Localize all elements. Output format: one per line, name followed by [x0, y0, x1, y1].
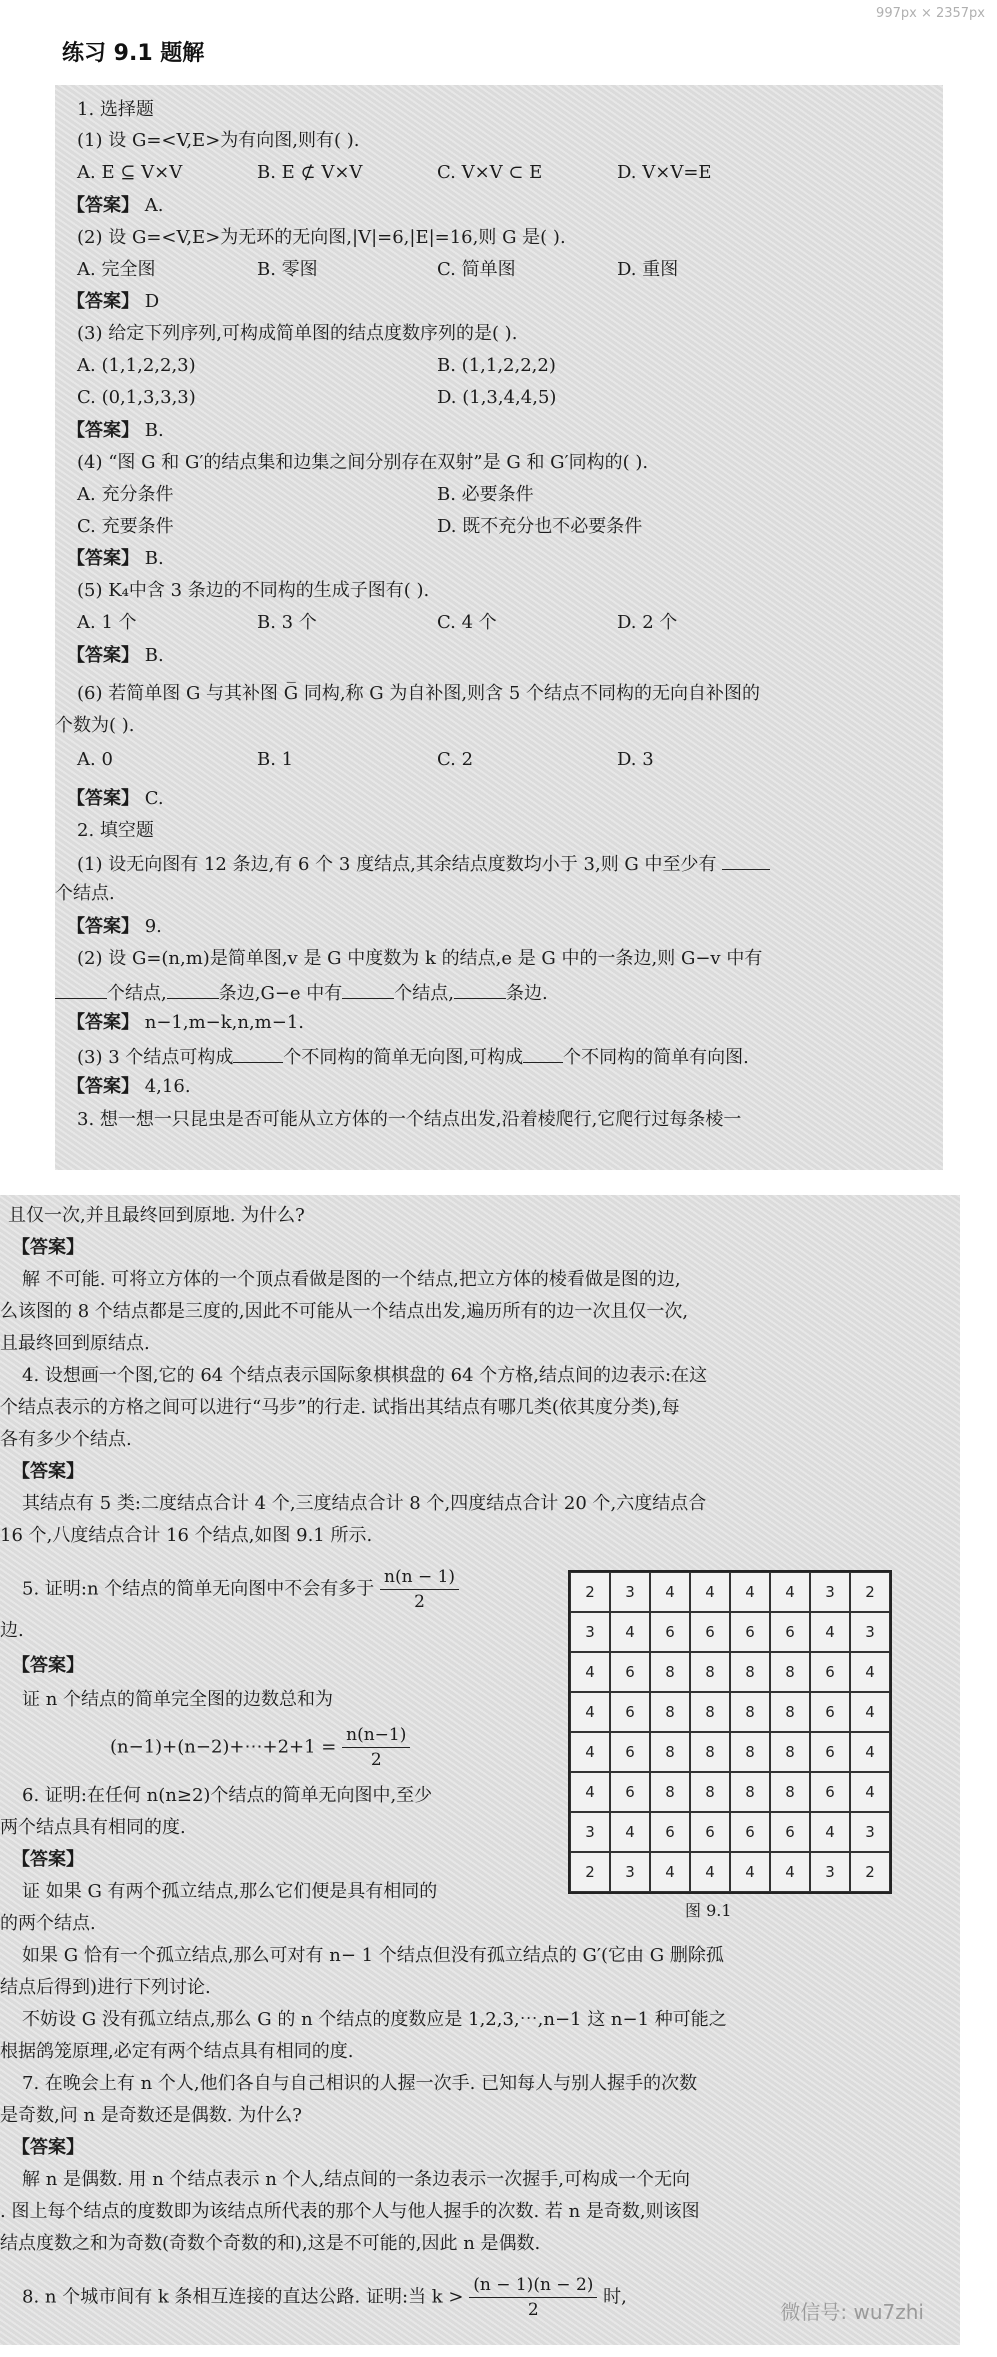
q4-opt-b: B. 必要条件: [437, 484, 534, 505]
q6-opt-a: A. 0: [77, 749, 113, 770]
p2-line-4: 么该图的 8 个结点都是三度的,因此不可能从一个结点出发,遍历所有的边一次且仅一次,: [0, 1301, 689, 1322]
p2-line-29: 解 n 是偶数. 用 n 个结点表示 n 个人,结点间的一条边表示一次握手,可构成一个无向: [22, 2169, 690, 2190]
fraction-city-bound: $\frac{(n - 1)(n - 2)}{2}$: [469, 2273, 597, 2322]
q3-opt-a: A. (1,1,2,2,3): [77, 355, 196, 376]
grid-cell: 6: [810, 1772, 850, 1812]
p2-line-20: 证 如果 G 有两个孤立结点,那么它们便是具有相同的: [22, 1881, 438, 1902]
grid-cell: 2: [850, 1852, 890, 1892]
q2-opt-a: A. 完全图: [77, 259, 156, 280]
grid-cell: 8: [730, 1692, 770, 1732]
grid-cell: 4: [810, 1812, 850, 1852]
p2-answer-label-4: 【答案】: [12, 1849, 84, 1870]
p2-line-7: 个结点表示的方格之间可以进行“马步”的行走. 试指出其结点有哪几类(依其度分类),每: [0, 1397, 680, 1418]
section-choice-title: 1. 选择题: [77, 99, 154, 120]
grid-cell: 3: [570, 1612, 610, 1652]
p2-line-30: . 图上每个结点的度数即为该结点所代表的那个人与他人握手的次数. 若 n 是奇数,则该图: [0, 2201, 700, 2222]
image-size-label: 997px × 2357px: [876, 6, 985, 21]
q5-opt-c: C. 4 个: [437, 612, 497, 633]
p2-line-31: 结点度数之和为奇数(奇数个奇数的和),这是不可能的,因此 n 是偶数.: [0, 2233, 541, 2254]
p2-line-25: 根据鸽笼原理,必定有两个结点具有相同的度.: [0, 2041, 354, 2062]
q5-answer: 【答案】 B.: [67, 645, 164, 666]
grid-cell: 4: [850, 1652, 890, 1692]
p2-line-1: 且仅一次,并且最终回到原地. 为什么?: [8, 1205, 305, 1226]
grid-cell: 6: [810, 1732, 850, 1772]
p2-line-3: 解 不可能. 可将立方体的一个顶点看做是图的一个结点,把立方体的棱看做是图的边,: [22, 1269, 681, 1290]
grid-cell: 6: [610, 1692, 650, 1732]
p2-line-24: 不妨设 G 没有孤立结点,那么 G 的 n 个结点的度数应是 1,2,3,⋯,n−1 这 n−1 种可能之: [22, 2009, 727, 2030]
p2-line-16: (n−1)+(n−2)+⋯+2+1 = $\frac{n(n-1)}{2}$: [110, 1723, 410, 1772]
grid-cell: 3: [810, 1572, 850, 1612]
grid-cell: 2: [570, 1852, 610, 1892]
grid-cell: 6: [730, 1612, 770, 1652]
grid-cell: 3: [570, 1812, 610, 1852]
p2-line-10: 其结点有 5 类:二度结点合计 4 个,三度结点合计 8 个,四度结点合计 20 个,六度结点合: [22, 1493, 707, 1514]
page-title: 练习 9.1 题解: [62, 41, 205, 66]
p2-answer-label-5: 【答案】: [12, 2137, 84, 2158]
f2-answer: 【答案】 n−1,m−k,n,m−1.: [67, 1012, 305, 1033]
grid-cell: 6: [610, 1652, 650, 1692]
f1-answer: 【答案】 9.: [67, 916, 162, 937]
q6-opt-c: C. 2: [437, 749, 474, 770]
p2-line-5: 且最终回到原结点.: [0, 1333, 150, 1354]
grid-cell: 3: [850, 1812, 890, 1852]
grid-cell: 4: [610, 1812, 650, 1852]
grid-cell: 6: [690, 1612, 730, 1652]
q3-opt-c: C. (0,1,3,3,3): [77, 387, 196, 408]
q6-opt-b: B. 1: [257, 749, 294, 770]
q3-stem: (3) 给定下列序列,可构成简单图的结点度数序列的是( ).: [77, 323, 518, 344]
q3-opt-d: D. (1,3,4,4,5): [437, 387, 557, 408]
grid-cell: 8: [690, 1652, 730, 1692]
figure-caption: 图 9.1: [685, 1901, 732, 1920]
p2-line-12: 5. 证明:n 个结点的简单无向图中不会有多于 $\frac{n(n - 1)}{2}$: [22, 1565, 459, 1614]
q1-opt-b: B. E ⊄ V×V: [257, 162, 363, 183]
grid-cell: 6: [770, 1812, 810, 1852]
q4-opt-a: A. 充分条件: [77, 484, 174, 505]
grid-cell: 8: [770, 1732, 810, 1772]
grid-cell: 6: [810, 1692, 850, 1732]
q2-stem: (2) 设 G=<V,E>为无环的无向图,|V|=6,|E|=16,则 G 是( ).: [77, 227, 566, 248]
grid-cell: 6: [650, 1812, 690, 1852]
p2-answer-label-2: 【答案】: [12, 1461, 84, 1482]
fraction-edge-sum: $\frac{n(n-1)}{2}$: [342, 1723, 410, 1772]
q2-opt-d: D. 重图: [617, 259, 679, 280]
grid-cell: 4: [690, 1852, 730, 1892]
scan-page-2: [0, 1195, 960, 2345]
grid-cell: 2: [850, 1572, 890, 1612]
grid-cell: 4: [730, 1852, 770, 1892]
grid-cell: 8: [770, 1652, 810, 1692]
section-fill-title: 2. 填空题: [77, 820, 154, 841]
q2-opt-c: C. 简单图: [437, 259, 516, 280]
grid-cell: 8: [770, 1692, 810, 1732]
grid-cell: 4: [770, 1852, 810, 1892]
q6-opt-d: D. 3: [617, 749, 654, 770]
grid-cell: 6: [730, 1812, 770, 1852]
grid-cell: 6: [810, 1652, 850, 1692]
q6-answer: 【答案】 C.: [67, 788, 164, 809]
p2-line-22: 如果 G 恰有一个孤立结点,那么可对有 n− 1 个结点但没有孤立结点的 G′(它由 G 删除孤: [22, 1945, 724, 1966]
q4-opt-d: D. 既不充分也不必要条件: [437, 516, 643, 537]
chessboard-degree-grid: [568, 1570, 892, 1894]
q6-stem-line2: 个数为( ).: [55, 715, 135, 736]
p2-line-13: 边.: [0, 1620, 24, 1641]
grid-cell: 6: [610, 1732, 650, 1772]
p2-line-26: 7. 在晚会上有 n 个人,他们各自与自己相识的人握一次手. 已知每人与别人握手的次数: [22, 2073, 698, 2094]
q4-answer: 【答案】 B.: [67, 548, 164, 569]
scan-page-1: [55, 85, 943, 1170]
grid-cell: 8: [650, 1732, 690, 1772]
p2-answer-label-3: 【答案】: [12, 1655, 84, 1676]
p2-line-27: 是奇数,问 n 是奇数还是偶数. 为什么?: [0, 2105, 302, 2126]
grid-cell: 6: [770, 1612, 810, 1652]
f1-stem-line1: (1) 设无向图有 12 条边,有 6 个 3 度结点,其余结点度数均小于 3,则 G 中至少有: [77, 851, 770, 876]
fraction-max-edges: $\frac{n(n - 1)}{2}$: [380, 1565, 459, 1614]
p2-line-8: 各有多少个结点.: [0, 1429, 132, 1450]
q6-stem-line1: (6) 若简单图 G 与其补图 G̅ 同构,称 G 为自补图,则含 5 个结点不同构的无向自补图的: [77, 683, 761, 704]
grid-cell: 3: [810, 1852, 850, 1892]
grid-cell: 4: [690, 1572, 730, 1612]
p2-line-6: 4. 设想画一个图,它的 64 个结点表示国际象棋棋盘的 64 个方格,结点间的边表示:在这: [22, 1365, 708, 1386]
q5-opt-b: B. 3 个: [257, 612, 317, 633]
q3-opt-b: B. (1,1,2,2,2): [437, 355, 556, 376]
grid-cell: 4: [570, 1772, 610, 1812]
q1-stem: (1) 设 G=<V,E>为有向图,则有( ).: [77, 130, 360, 151]
q1-opt-a: A. E ⊆ V×V: [77, 162, 183, 183]
grid-cell: 6: [650, 1612, 690, 1652]
grid-cell: 4: [770, 1572, 810, 1612]
grid-cell: 4: [570, 1652, 610, 1692]
grid-cell: 3: [610, 1852, 650, 1892]
grid-cell: 4: [730, 1572, 770, 1612]
grid-cell: 3: [850, 1612, 890, 1652]
grid-cell: 4: [650, 1572, 690, 1612]
grid-cell: 8: [650, 1652, 690, 1692]
q2-opt-b: B. 零图: [257, 259, 318, 280]
p2-line-15: 证 n 个结点的简单完全图的边数总和为: [22, 1689, 334, 1710]
p2-line-32: 8. n 个城市间有 k 条相互连接的直达公路. 证明:当 k > $\frac{(n - 1)(n - 2)}{2}$ 时,: [22, 2275, 627, 2320]
grid-cell: 8: [730, 1772, 770, 1812]
q2-answer: 【答案】 D: [67, 291, 160, 312]
grid-cell: 8: [770, 1772, 810, 1812]
grid-cell: 4: [810, 1612, 850, 1652]
q5-opt-a: A. 1 个: [77, 612, 137, 633]
q3-answer: 【答案】 B.: [67, 420, 164, 441]
f2-stem-line2: 个结点, 条边,G−e 中有 个结点, 条边.: [55, 980, 548, 1005]
p2-line-17: 6. 证明:在任何 n(n≥2)个结点的简单无向图中,至少: [22, 1785, 433, 1806]
grid-cell: 8: [650, 1772, 690, 1812]
grid-cell: 8: [730, 1732, 770, 1772]
q1-opt-c: C. V×V ⊂ E: [437, 162, 543, 183]
q4-opt-c: C. 充要条件: [77, 516, 174, 537]
grid-cell: 4: [570, 1692, 610, 1732]
grid-cell: 8: [690, 1772, 730, 1812]
grid-cell: 6: [690, 1812, 730, 1852]
p2-line-11: 16 个,八度结点合计 16 个结点,如图 9.1 所示.: [0, 1525, 373, 1546]
f3-answer: 【答案】 4,16.: [67, 1076, 191, 1097]
grid-cell: 2: [570, 1572, 610, 1612]
grid-cell: 4: [570, 1732, 610, 1772]
p2-line-18: 两个结点具有相同的度.: [0, 1817, 186, 1838]
grid-cell: 6: [610, 1772, 650, 1812]
q1-answer: 【答案】 A.: [67, 195, 164, 216]
q5-opt-d: D. 2 个: [617, 612, 678, 633]
grid-cell: 4: [850, 1732, 890, 1772]
p2-line-21: 的两个结点.: [0, 1913, 96, 1934]
grid-cell: 8: [650, 1692, 690, 1732]
grid-cell: 8: [730, 1652, 770, 1692]
wechat-watermark: 微信号: wu7zhi: [780, 2300, 924, 2324]
q4-stem: (4) “图 G 和 G′的结点集和边集之间分别存在双射”是 G 和 G′同构的( ).: [77, 452, 649, 473]
f1-stem-line2: 个结点.: [55, 883, 115, 904]
grid-cell: 4: [850, 1692, 890, 1732]
f3-stem: (3) 3 个结点可构成 个不同构的简单无向图,可构成 个不同构的简单有向图.: [77, 1044, 749, 1069]
grid-cell: 8: [690, 1732, 730, 1772]
grid-cell: 4: [850, 1772, 890, 1812]
grid-cell: 8: [690, 1692, 730, 1732]
p2-line-23: 结点后得到)进行下列讨论.: [0, 1977, 211, 1998]
q1-opt-d: D. V×V=E: [617, 162, 712, 183]
grid-cell: 3: [610, 1572, 650, 1612]
grid-cell: 4: [610, 1612, 650, 1652]
q5-stem: (5) K₄中含 3 条边的不同构的生成子图有( ).: [77, 580, 430, 601]
q3-question-line: 3. 想一想一只昆虫是否可能从立方体的一个结点出发,沿着棱爬行,它爬行过每条棱一: [77, 1109, 742, 1130]
p2-answer-label-1: 【答案】: [12, 1237, 84, 1258]
f2-stem-line1: (2) 设 G=(n,m)是简单图,v 是 G 中度数为 k 的结点,e 是 G 中的一条边,则 G−v 中有: [77, 948, 763, 969]
grid-cell: 4: [650, 1852, 690, 1892]
